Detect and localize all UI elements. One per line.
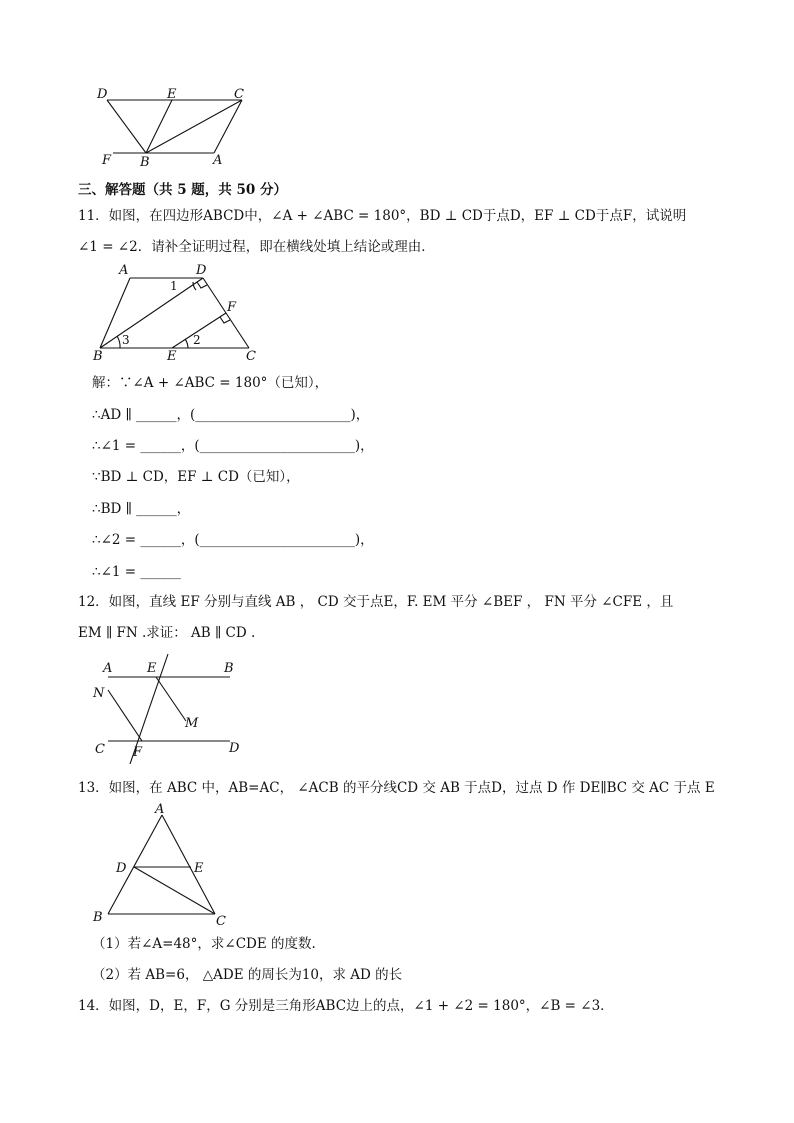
q11-line2: ∠1 = ∠2．请补全证明过程，即在横线处填上结论或理由． — [78, 239, 435, 255]
label-B: B — [224, 661, 234, 676]
q11-step-6: ∴∠2 = ______，(_______________________)， — [92, 532, 374, 548]
label-A: A — [155, 802, 165, 817]
label-A: A — [119, 263, 129, 278]
q13-figure — [90, 803, 240, 929]
angle-label-1: 1 — [170, 279, 178, 293]
label-C: C — [234, 87, 244, 102]
q11-step-1: 解：∵∠A + ∠ABC = 180°（已知）， — [92, 375, 329, 391]
q13-sub2: （2）若 AB=6， △ADE 的周长为10，求 AD 的长 — [92, 967, 403, 983]
label-A: A — [103, 661, 113, 676]
label-F: F — [102, 153, 112, 168]
q11-figure — [90, 262, 270, 364]
label-F: F — [227, 300, 237, 315]
q14-line1: 14．如图，D，E，F，G 分别是三角形ABC边上的点，∠1 + ∠2 = 180°，∠B = ∠3． — [78, 998, 614, 1014]
q11-step-2: ∴AD ∥ ______，(_______________________)， — [92, 407, 370, 423]
label-N: N — [93, 686, 105, 701]
q11-step-3: ∴∠1 = ______，(_______________________)， — [92, 438, 374, 454]
q13-sub1: （1）若∠A=48°，求∠CDE 的度数. — [92, 936, 316, 952]
label-C: C — [246, 349, 256, 364]
q12-figure — [88, 650, 248, 768]
label-E: E — [167, 87, 177, 102]
label-B: B — [93, 349, 103, 364]
label-C: C — [216, 914, 226, 929]
q11-step-5: ∴BD ∥ ______， — [92, 501, 191, 517]
q12-line1: 12．如图，直线 EF 分别与直线 AB ， CD 交于点E，F. EM 平分 ∠BEF ， FN 平分 ∠CFE ，且 — [78, 594, 674, 610]
q13-line1: 13．如图，在 ABC 中，AB=AC， ∠ACB 的平分线CD 交 AB 于点D，过点 D 作 DE∥BC 交 AC 于点 E — [78, 780, 715, 796]
label-F: F — [133, 745, 143, 760]
label-D: D — [196, 263, 207, 278]
top-figure — [95, 86, 255, 168]
label-E: E — [194, 861, 204, 876]
label-M: M — [185, 716, 199, 731]
angle-label-3: 3 — [122, 333, 130, 347]
q11-step-7: ∴∠1 = ______ — [92, 564, 181, 580]
label-D: D — [97, 87, 108, 102]
label-A: A — [213, 153, 223, 168]
label-B: B — [140, 155, 150, 170]
q12-line2: EM ∥ FN .求证： AB ∥ CD . — [78, 625, 256, 641]
label-B: B — [93, 910, 103, 925]
q11-step-4: ∵BD ⊥ CD，EF ⊥ CD（已知）， — [92, 469, 300, 485]
label-C: C — [95, 742, 105, 757]
angle-label-2: 2 — [193, 333, 201, 347]
section-title: 三、解答题（共 5 题，共 50 分） — [78, 182, 287, 198]
label-E: E — [147, 661, 157, 676]
label-E: E — [167, 349, 177, 364]
label-D: D — [229, 741, 240, 756]
label-D: D — [116, 861, 127, 876]
q11-line1: 11．如图，在四边形ABCD中，∠A + ∠ABC = 180°，BD ⊥ CD于点D，EF ⊥ CD于点F，试说明 — [78, 208, 687, 224]
